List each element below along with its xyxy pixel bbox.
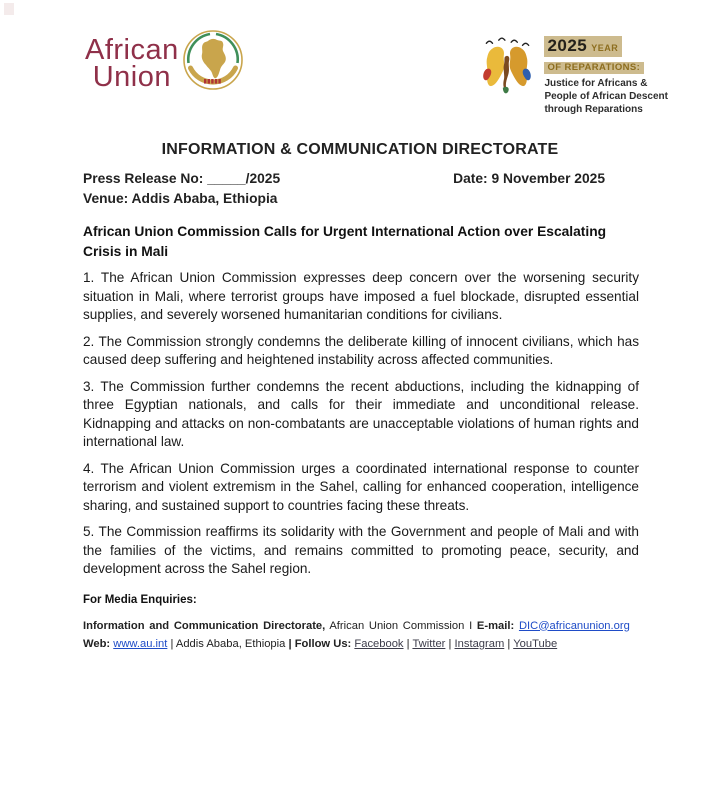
african-union-wordmark	[85, 33, 179, 92]
reparations-year-banner	[544, 36, 622, 57]
footer-line-2	[83, 635, 639, 653]
corner-mark	[4, 3, 14, 15]
reparations-2025-logo	[478, 34, 668, 116]
facebook-link[interactable]: Facebook	[354, 637, 404, 650]
document-body	[83, 169, 639, 653]
paragraph-5: 5. The Commission reaffirms its solidarity with the Government and people of Mali and with the families of the victims, and remains committed to promoting peace, security, and development across the Sahel region.	[83, 524, 639, 576]
footer-directorate-name: Information and Communication Directorate,	[83, 619, 326, 632]
paragraph-4: 4. The African Union Commission urges a coordinated international response to counter terrorism and violent extremism in the Sahel, calling for enhanced cooperation, intelligence sharing, and sustained support to countries facing these threats.	[83, 460, 639, 513]
footer-web-label: Web:	[83, 637, 111, 650]
reparations-emblem-icon	[478, 34, 536, 96]
email-link[interactable]: DIC@africanunion.org	[518, 619, 630, 632]
press-release-headline: African Union Commission Calls for Urgent International Action over Escalating Crisis in Mali	[83, 224, 607, 259]
header	[85, 26, 668, 116]
footer-separator: |	[288, 637, 292, 650]
footer-separator: |	[406, 637, 410, 650]
au-wordmark-line1: African	[85, 33, 179, 66]
instagram-link[interactable]: Instagram	[454, 637, 505, 650]
directorate-title: INFORMATION & COMMUNICATION DIRECTORATE	[161, 141, 559, 158]
youtube-link[interactable]: YouTube	[513, 637, 558, 650]
press-release-number: Press Release No: _____/2025	[83, 171, 281, 186]
reparations-tagline	[544, 78, 668, 116]
footer-line-1	[83, 617, 639, 635]
twitter-link[interactable]: Twitter	[412, 637, 446, 650]
reparations-tagline-line2: People of African Descent	[544, 90, 668, 102]
footer-separator: |	[507, 637, 511, 650]
african-union-emblem-icon	[177, 26, 249, 98]
website-link[interactable]: www.au.int	[113, 637, 168, 650]
meta-row	[83, 169, 639, 189]
paragraph-2: 2. The Commission strongly condemns the deliberate killing of innocent civilians, which has caused deep suffering and heightened instability across affected communities.	[83, 333, 639, 367]
reparations-year: 2025	[547, 36, 588, 55]
reparations-tagline-line1: Justice for Africans &	[544, 78, 648, 89]
reparations-subtitle: OF REPARATIONS:	[544, 62, 644, 74]
footer-address: Addis Ababa, Ethiopia	[175, 637, 286, 650]
footer-commission-name: African Union Commission	[329, 619, 465, 632]
press-release-venue: Venue: Addis Ababa, Ethiopia	[83, 191, 278, 206]
footer-contact-block	[83, 617, 639, 653]
reparations-tagline-line3: through Reparations	[544, 103, 643, 115]
paragraph-1: 1. The African Union Commission expresses deep concern over the worsening security situation in Mali, where terrorist groups have imposed a fuel blockade, disrupted essential supplies, and severely worsened humanitarian conditions for civilians.	[83, 270, 639, 322]
reparations-year-word: YEAR	[591, 43, 619, 53]
reparations-text-block	[544, 34, 668, 116]
paragraph-3: 3. The Commission further condemns the recent abductions, including the kidnapping of three Egyptian nationals, and calls for their immediate and unconditional release. Kidnapping and attacks on non-combatants are unacceptable violations of human rights and international law.	[83, 378, 639, 449]
footer-follow-label: Follow Us:	[294, 637, 352, 650]
footer-separator: |	[170, 637, 174, 650]
press-release-date: Date: 9 November 2025	[453, 171, 605, 186]
footer-email-label: E-mail:	[476, 619, 515, 632]
media-enquiries-label: For Media Enquiries:	[83, 593, 197, 606]
footer-separator: I	[469, 619, 473, 632]
footer-separator: |	[448, 637, 452, 650]
african-union-logo	[85, 26, 249, 98]
au-wordmark-line2: Union	[92, 61, 172, 93]
